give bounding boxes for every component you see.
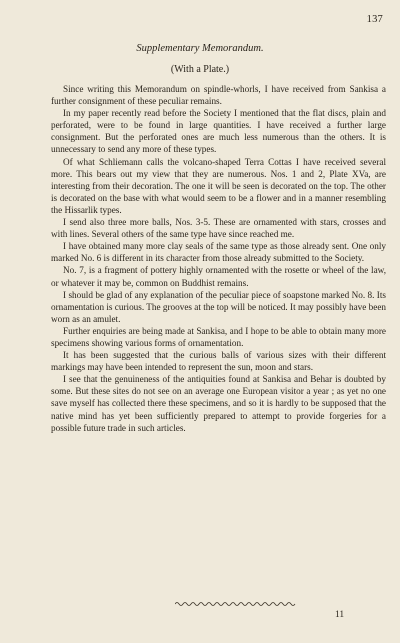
paragraph: Since writing this Memorandum on spindle-whorls, I have received from Sankisa a further consignment of these peculiar remains. — [51, 84, 386, 107]
plate-note: (With a Plate.) — [170, 64, 230, 75]
paragraph: No. 7, is a fragment of pottery highly ornamented with the rosette or wheel of the law, or whatever it may be, common on Buddhist remains. — [51, 265, 386, 288]
paragraph: I have obtained many more clay seals of the same type as those already sent. One only marked No. 6 is different in its character from those already submitted to the Society. — [51, 241, 386, 264]
paragraph: In my paper recently read before the Society I mentioned that the flat discs, plain and perforated, were to be found in large quantities. I have received a further large consignment. But the perforated ones are much less numerous than the others. It is unnecessary to send any more of these types. — [51, 108, 386, 155]
paragraph: I see that the genuineness of the antiquities found at Sankisa and Behar is doubted by some. But these sites do not see on an average one European visitor a year ; as yet no one save myself has collected there these specimens, and so it is hardly to be supposed that the native mind has yet been sufficiently prepared to attempt to provide forgeries for a possible future trade in such articles. — [51, 374, 386, 433]
paragraph: I should be glad of any explanation of the peculiar piece of soapstone marked No. 8. Its ornamentation is curious. The grooves at the top will be noticed. It may possibly have been worn as an amulet. — [51, 289, 386, 324]
signature-mark: 11 — [335, 610, 345, 620]
paragraph: It has been suggested that the curious balls of various sizes with their different markings may have been intended to represent the sun, moon and stars. — [51, 350, 386, 373]
running-title: Supplementary Memorandum. — [136, 43, 264, 54]
wavy-rule — [175, 601, 297, 607]
page-number: 137 — [366, 14, 383, 25]
paragraph: Of what Schliemann calls the volcano-shaped Terra Cottas I have received several more. This bears out my view that they are numerous. Nos. 1 and 2, Plate XVa, are interesting from their decoration. The one it will be seen is decorated on the top. The other is decorated on the base with what would seem to be a flower and in a manner resembling the Hissarlik types. — [51, 156, 386, 215]
body-text — [51, 83, 386, 434]
paragraph: Further enquiries are being made at Sankisa, and I hope to be able to obtain many more specimens showing various forms of ornamentation. — [51, 325, 386, 348]
paragraph: I send also three more balls, Nos. 3-5. These are ornamented with stars, crosses and with lines. Several others of the same type have since reached me. — [51, 217, 386, 240]
